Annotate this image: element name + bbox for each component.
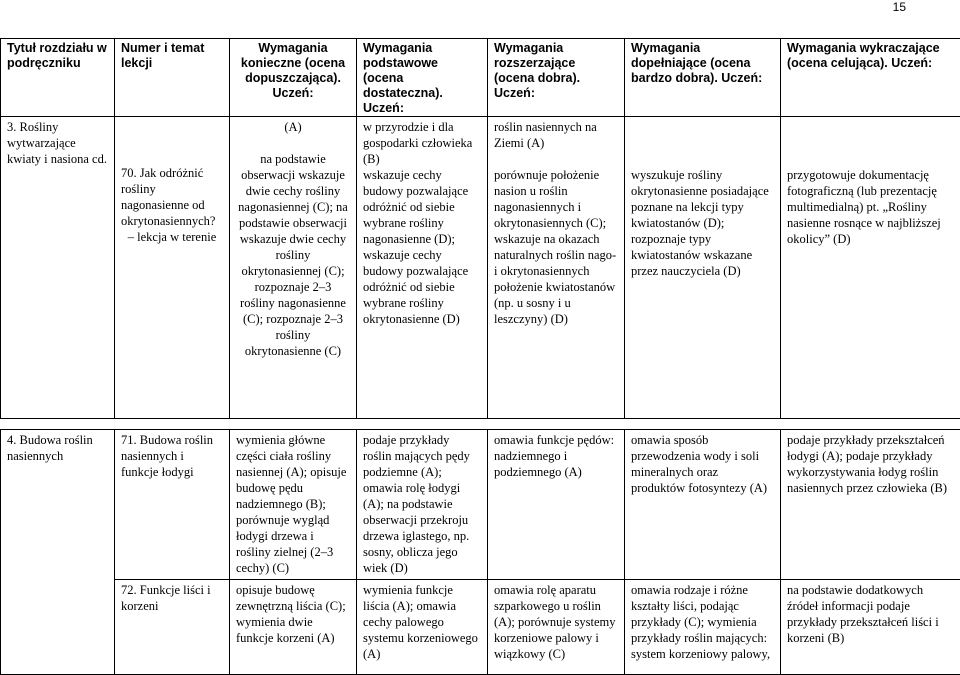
cell-wykraczajace-72: [781, 580, 960, 675]
rozszerzajace-text: omawia funkcje pędów: nadziemnego i podziemnego (A): [494, 432, 618, 480]
podstawowe-text: wskazuje cechy budowy pozwalające odróżnić od siebie wybrane rośliny nagonasienne (D); wskazuje cechy budowy pozwalające odróżnić od siebie wybrane rośliny okrytonasienne (D): [363, 167, 481, 327]
cell-wykraczajace-71: [781, 430, 960, 580]
requirements-document: [0, 38, 960, 675]
cell-rozszerzajace-72: [488, 580, 625, 675]
rozszerzajace-text: omawia rolę aparatu szparkowego u roślin (A); porównuje systemy korzeniowe palowy i wiązkowy (C): [494, 582, 618, 662]
header-lesson: Numer i temat lekcji: [115, 39, 230, 117]
wykraczajace-text: przygotowuje dokumentację fotograficzną (lub prezentację multimedialną) pt. „Rośliny nasienne rosnące w najbliższej okolicy” (D): [787, 167, 954, 247]
cell-podstawowe-71: [357, 430, 488, 580]
lesson-title: 71. Budowa roślin nasiennych i funkcje łodygi: [121, 432, 223, 480]
cell-dopelniajace-3: [625, 117, 781, 419]
cell-lesson-71: [115, 430, 230, 580]
cell-konieczne-72: [230, 580, 357, 675]
cell-konieczne-71: [230, 430, 357, 580]
cell-dopelniajace-72: [625, 580, 781, 675]
konieczne-text: opisuje budowę zewnętrzną liścia (C); wymienia dwie funkcje korzeni (A): [236, 582, 350, 646]
cell-konieczne-3: [230, 117, 357, 419]
chapter-title: 4. Budowa roślin nasiennych: [7, 432, 108, 464]
konieczne-text: na podstawie obserwacji wskazuje dwie cechy rośliny nagonasiennej (C); na podstawie obserwacji wskazuje dwie cechy rośliny okrytonasiennej (C); rozpoznaje 2–3 rośliny nagonasienne (C); rozpoznaje 2–3 rośliny okrytonasienne (C): [236, 151, 350, 359]
cell-lesson-70: [115, 117, 230, 419]
table-row-lesson71: [1, 430, 960, 580]
dopelniajace-text: omawia rodzaje i różne kształty liści, podając przykłady (C); wymienia przykłady roślin mających: system korzeniowy palowy,: [631, 582, 774, 662]
table-row-lesson72: [1, 580, 960, 675]
chapter-title: 3. Rośliny wytwarzające kwiaty i nasiona cd.: [7, 119, 108, 167]
konieczne-text: wymienia główne części ciała rośliny nasiennej (A); opisuje budowę pędu nadziemnego (B); porównuje wygląd łodygi drzewa i rośliny zielnej (2–3 cechy) (C): [236, 432, 350, 576]
dopelniajace-text: omawia sposób przewodzenia wody i soli mineralnych oraz produktów fotosyntezy (A): [631, 432, 774, 496]
cell-rozszerzajace-3: [488, 117, 625, 419]
konieczne-top: (A): [236, 119, 350, 135]
page-number: 15: [893, 0, 906, 14]
wykraczajace-text: na podstawie dodatkowych źródeł informacji podaje przykłady przekształceń liści i korzeni (B): [787, 582, 954, 646]
section-spacer: [1, 419, 960, 430]
header-rozszerzajace: Wymagania rozszerzające (ocena dobra). Uczeń:: [488, 39, 625, 117]
podstawowe-text: podaje przykłady roślin mających pędy podziemne (A); omawia rolę łodygi (A); na podstawie obserwacji przekroju drzewa iglastego, np. sosny, oblicza jego wiek (D): [363, 432, 481, 576]
rozszerzajace-text: porównuje położenie nasion u roślin nagonasiennych i okrytonasiennych (C); wskazuje na okazach naturalnych roślin nago- i okrytonasiennych położenie kwiatostanów (np. u sosny i u leszczyny) (D): [494, 167, 618, 327]
header-podstawowe: Wymagania podstawowe (ocena dostateczna). Uczeń:: [357, 39, 488, 117]
spacer-cell: [1, 419, 960, 430]
wykraczajace-text: podaje przykłady przekształceń łodygi (A); podaje przykłady wykorzystywania łodyg roślin nasiennych przez człowieka (B): [787, 432, 954, 496]
cell-wykraczajace-3: [781, 117, 960, 419]
header-chapter: Tytuł rozdziału w podręczniku: [1, 39, 115, 117]
cell-podstawowe-72: [357, 580, 488, 675]
table-header-row: [1, 39, 960, 117]
lesson-title: 70. Jak odróżnić rośliny nagonasienne od okrytonasiennych?: [121, 165, 223, 229]
lesson-note: – lekcja w terenie: [121, 229, 223, 245]
header-konieczne: Wymagania konieczne (ocena dopuszczająca). Uczeń:: [230, 39, 357, 117]
podstawowe-text: wymienia funkcje liścia (A); omawia cechy palowego systemu korzeniowego (A): [363, 582, 481, 662]
cell-rozszerzajace-71: [488, 430, 625, 580]
header-dopelniajace: Wymagania dopełniające (ocena bardzo dobra). Uczeń:: [625, 39, 781, 117]
requirements-table: [0, 38, 960, 675]
lesson-title: 72. Funkcje liści i korzeni: [121, 582, 223, 614]
table-row-section3: [1, 117, 960, 419]
cell-dopelniajace-71: [625, 430, 781, 580]
header-wykraczajace: Wymagania wykraczające (ocena celująca). Uczeń:: [781, 39, 960, 117]
cell-lesson-72: [115, 580, 230, 675]
dopelniajace-text: wyszukuje rośliny okrytonasienne posiadające poznane na lekcji typy kwiatostanów (D); rozpoznaje typy kwiatostanów wskazane przez nauczyciela (D): [631, 167, 774, 279]
cell-podstawowe-3: [357, 117, 488, 419]
rozszerzajace-top: roślin nasiennych na Ziemi (A): [494, 119, 618, 151]
podstawowe-top: w przyrodzie i dla gospodarki człowieka (B): [363, 119, 481, 167]
cell-chapter-3: [1, 117, 115, 419]
cell-chapter-4: [1, 430, 115, 675]
